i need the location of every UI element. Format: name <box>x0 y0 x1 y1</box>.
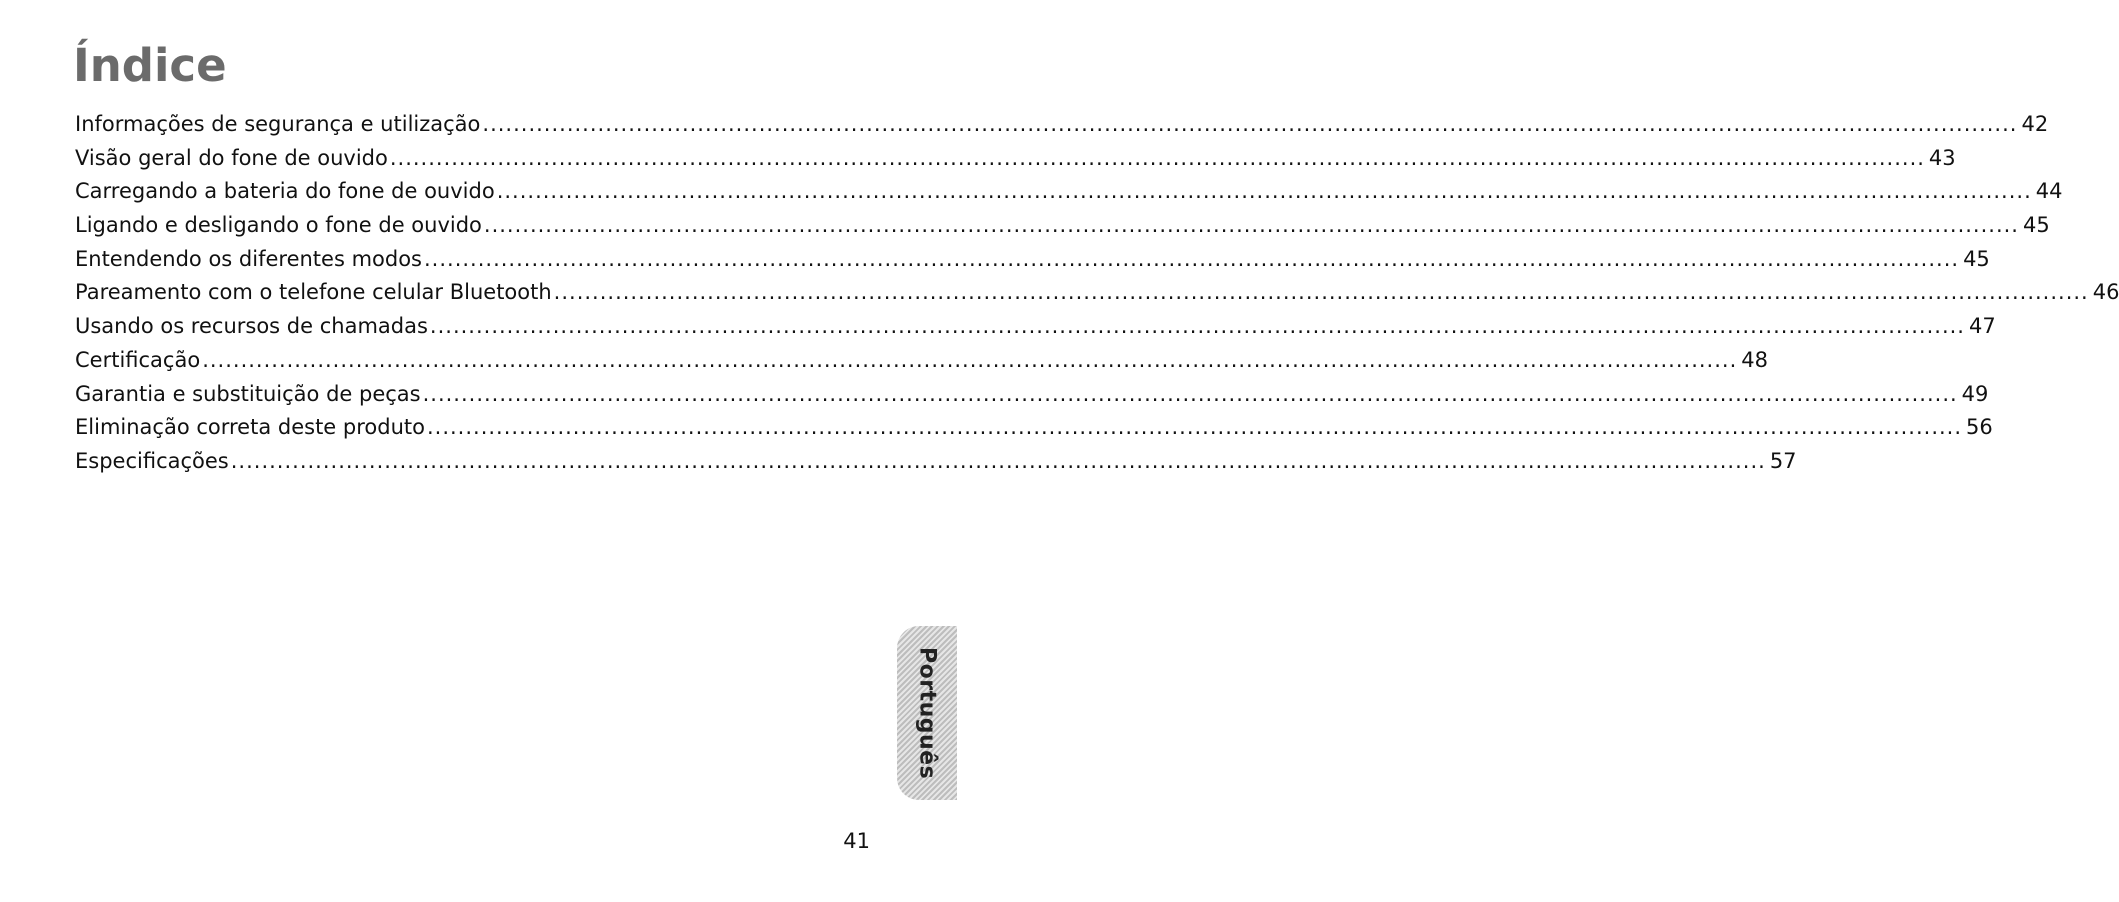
toc-entry[interactable] <box>75 378 1989 412</box>
toc-leader-dots: ........................................................................................................................................................................................................ <box>230 448 1766 473</box>
toc-entry-label: Certificação <box>75 347 201 372</box>
toc-entry-label: Garantia e substituição de peças <box>75 381 421 406</box>
toc-entry-label: Pareamento com o telefone celular Bluetooth <box>75 280 552 305</box>
toc-entry[interactable] <box>75 243 1990 277</box>
page-title: Índice <box>73 39 227 92</box>
toc-entry[interactable] <box>75 411 1993 445</box>
toc-entry-page: 48 <box>1741 347 1768 372</box>
toc-entry-label: Entendendo os diferentes modos <box>75 246 422 271</box>
toc-entry-label: Eliminação correta deste produto <box>75 415 425 440</box>
table-of-contents <box>75 108 2119 479</box>
toc-entry-label: Informações de segurança e utilização <box>75 112 481 136</box>
toc-entry-page: 46 <box>2092 280 2119 305</box>
toc-entry-page: 45 <box>1963 246 1990 271</box>
toc-leader-dots: ........................................................................................................................................................................................................ <box>482 112 2018 136</box>
toc-entry-label: Visão geral do fone de ouvido <box>75 145 388 170</box>
toc-entry-page: 42 <box>2021 112 2049 136</box>
toc-entry-page: 57 <box>1769 448 1797 473</box>
toc-leader-dots: ........................................................................................................................................................................................................ <box>429 314 1965 339</box>
toc-entry-page: 49 <box>1961 381 1989 406</box>
toc-entry-page: 47 <box>1968 314 1996 339</box>
toc-leader-dots: ........................................................................................................................................................................................................ <box>496 179 2032 204</box>
toc-entry[interactable] <box>75 209 2050 243</box>
toc-entry-page: 43 <box>1928 145 1956 170</box>
page-number: 41 <box>843 829 870 853</box>
toc-entry[interactable] <box>75 175 2063 209</box>
toc-leader-dots: ........................................................................................................................................................................................................ <box>424 246 1960 271</box>
toc-entry-page: 56 <box>1966 415 1993 440</box>
toc-entry-label: Especificações <box>75 448 229 473</box>
toc-leader-dots: ........................................................................................................................................................................................................ <box>422 381 1958 406</box>
toc-entry[interactable] <box>75 108 2049 142</box>
toc-entry-page: 44 <box>2035 179 2063 204</box>
toc-leader-dots: ........................................................................................................................................................................................................ <box>483 213 2019 238</box>
language-tab-label: Português <box>914 646 940 780</box>
toc-leader-dots: ........................................................................................................................................................................................................ <box>426 415 1963 440</box>
toc-entry-label: Carregando a bateria do fone de ouvido <box>75 179 495 204</box>
toc-leader-dots: ........................................................................................................................................................................................................ <box>202 347 1738 372</box>
toc-leader-dots: ........................................................................................................................................................................................................ <box>553 280 2089 305</box>
toc-entry[interactable] <box>75 344 1768 378</box>
toc-entry-label: Usando os recursos de chamadas <box>75 314 428 339</box>
toc-entry[interactable] <box>75 142 1956 176</box>
toc-entry[interactable] <box>75 310 1996 344</box>
toc-entry[interactable] <box>75 445 1797 479</box>
language-tab <box>897 626 957 800</box>
toc-entry-page: 45 <box>2022 213 2050 238</box>
toc-entry[interactable] <box>75 276 2119 310</box>
toc-leader-dots: ........................................................................................................................................................................................................ <box>389 145 1925 170</box>
toc-entry-label: Ligando e desligando o fone de ouvido <box>75 213 482 238</box>
